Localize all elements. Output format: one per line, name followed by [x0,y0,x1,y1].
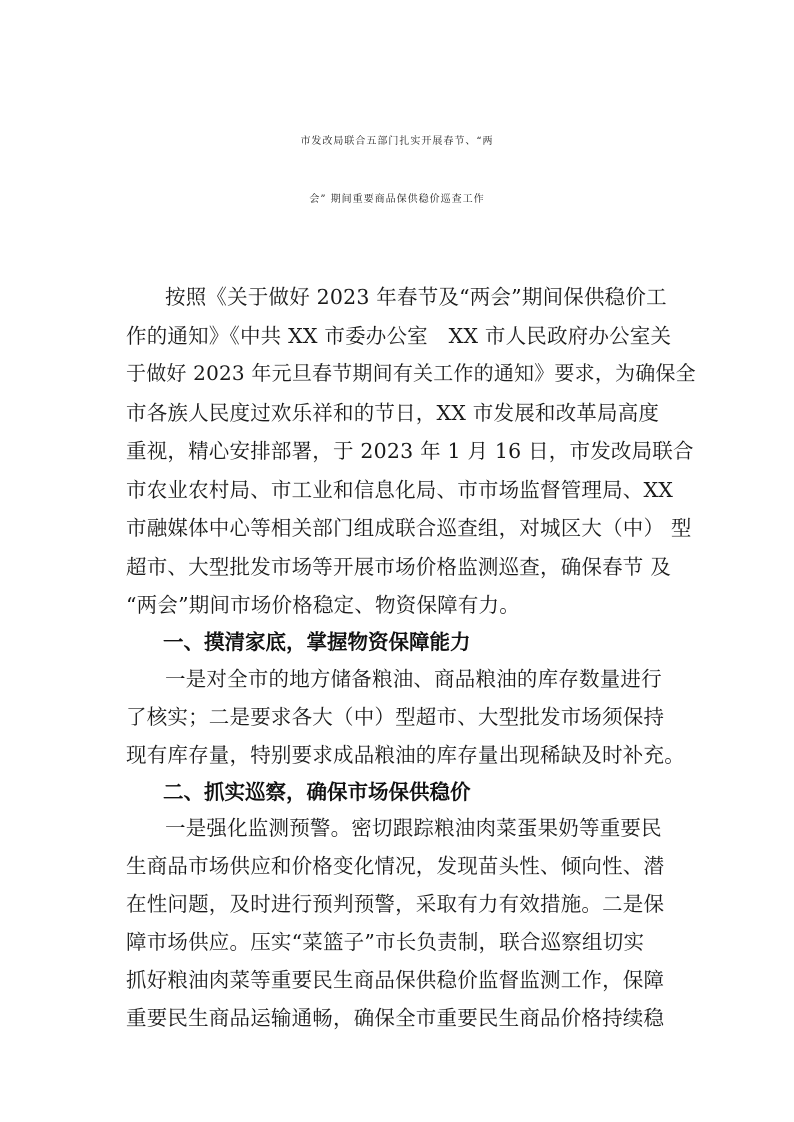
intro-line-6: 市农业农村局、市工业和信息化局、市市场监督管理局、XX [126,478,674,502]
section-2-line-6: 重要民生商品运输通畅，确保全市重要民生商品价格持续稳 [126,1006,665,1030]
intro-line-2: 作的通知》《中共 XX 市委办公室 XX 市人民政府办公室关 [126,324,672,348]
intro-line-7: 市融媒体中心等相关部门组成联合巡查组，对城区大（中） 型 [126,516,692,540]
section-2-line-4: 障市场供应。压实“菜篮子”市长负责制，联合巡察组切实 [126,930,645,954]
section-2-heading: 二、抓实巡察，确保市场保供稳价 [163,780,471,804]
intro-line-8: 超市、大型批发市场等开展市场价格监测巡查，确保春节 及 [126,555,671,579]
section-1-line-3: 现有库存量，特别要求成品粮油的库存量出现稀缺及时补充。 [126,743,685,767]
document-title-line-1: 市发改局联合五部门扎实开展春节、“两 [300,136,494,147]
intro-line-4: 市各族人民度过欢乐祥和的节日，XX 市发展和改革局高度 [126,401,660,425]
document-title-line-2: 会” 期间重要商品保供稳价巡查工作 [309,194,485,205]
section-2-line-2: 生商品市场供应和价格变化情况，发现苗头性、倾向性、潜 [126,854,665,878]
section-1-line-2: 了核实；二是要求各大（中）型超市、大型批发市场须保持 [126,705,665,729]
section-2-line-3: 在性问题，及时进行预判预警，采取有力有效措施。二是保 [126,892,665,916]
section-1-heading: 一、摸清家底，掌握物资保障能力 [163,630,471,654]
intro-line-1: 按照《关于做好 2023 年春节及“两会”期间保供稳价工 [165,285,667,309]
section-2-line-1: 一是强化监测预警。密切跟踪粮油肉菜蛋果奶等重要民 [165,816,662,840]
intro-line-3: 于做好 2023 年元旦春节期间有关工作的通知》要求，为确保全 [126,361,696,385]
section-1-line-1: 一是对全市的地方储备粮油、商品粮油的库存数量进行 [165,667,662,691]
intro-line-5: 重视，精心安排部署，于 2023 年 1 月 16 日，市发改局联合 [126,439,694,463]
section-2-line-5: 抓好粮油肉菜等重要民生商品保供稳价监督监测工作，保障 [126,968,665,992]
intro-line-9: “两会”期间市场价格稳定、物资保障有力。 [126,593,520,617]
